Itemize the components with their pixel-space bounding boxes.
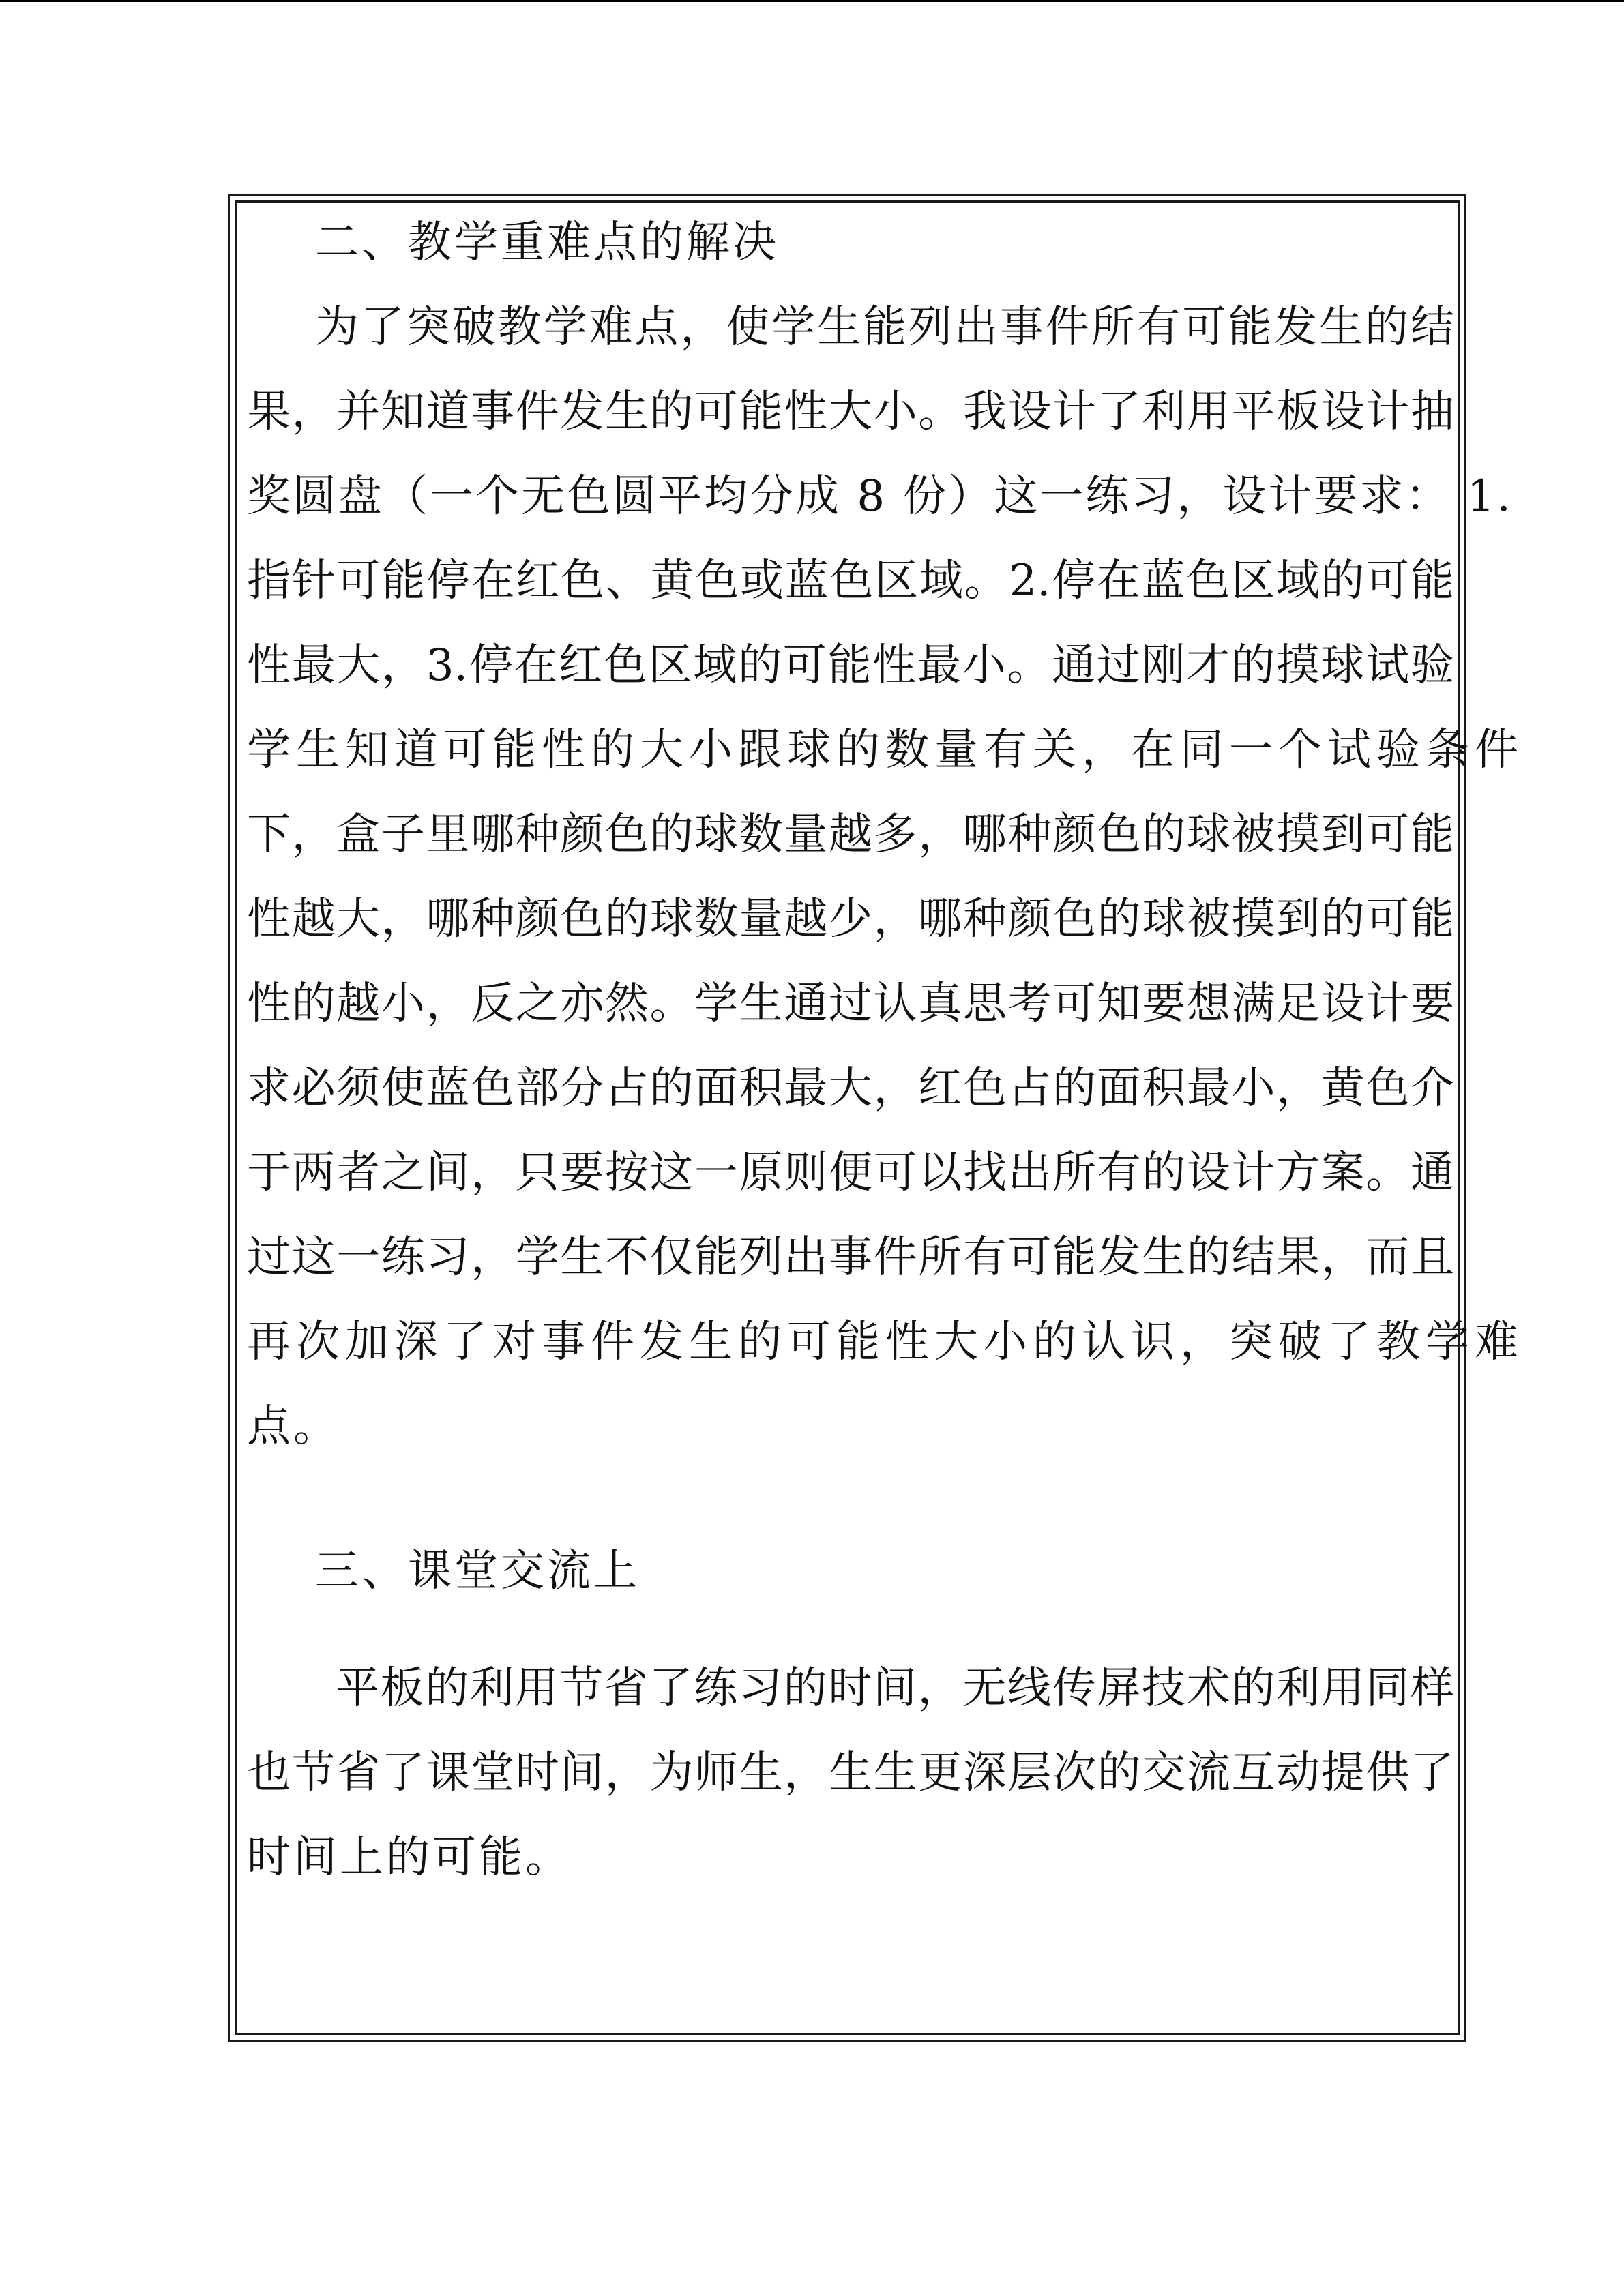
paragraph-line: 下，盒子里哪种颜色的球数量越多，哪种颜色的球被摸到可能 [247, 809, 1454, 860]
section-heading-2: 二、教学重难点的解决 [315, 218, 779, 268]
paragraph-line: 性越大，哪种颜色的球数量越少，哪种颜色的球被摸到的可能 [247, 894, 1454, 944]
paragraph-line: 过这一练习，学生不仅能列出事件所有可能发生的结果，而且 [247, 1232, 1454, 1283]
page-top-edge [0, 0, 1624, 2]
paragraph-line: 性最大，3.停在红色区域的可能性最小。通过刚才的摸球试验 [247, 640, 1454, 691]
paragraph-line: 也节省了课堂时间，为师生，生生更深层次的交流互动提供了 [247, 1748, 1454, 1798]
paragraph-line: 性的越小，反之亦然。学生通过认真思考可知要想满足设计要 [247, 979, 1454, 1029]
paragraph-line: 时间上的可能。 [247, 1832, 572, 1883]
paragraph-line: 平板的利用节省了练习的时间，无线传屏技术的利用同样 [336, 1663, 1454, 1714]
paragraph-line: 于两者之间，只要按这一原则便可以找出所有的设计方案。通 [247, 1148, 1454, 1198]
paragraph-line: 为了突破教学难点，使学生能列出事件所有可能发生的结 [315, 302, 1454, 353]
paragraph-line: 果，并知道事件发生的可能性大小。我设计了利用平板设计抽 [247, 387, 1454, 437]
paragraph-line: 求必须使蓝色部分占的面积最大，红色占的面积最小，黄色介 [247, 1063, 1454, 1114]
paragraph-line: 点。 [247, 1401, 340, 1452]
section-heading-3: 三、课堂交流上 [315, 1546, 640, 1596]
paragraph-line: 指针可能停在红色、黄色或蓝色区域。2.停在蓝色区域的可能 [247, 556, 1454, 606]
paragraph-line: 学生知道可能性的大小跟球的数量有关，在同一个试验条件 [247, 725, 1524, 775]
paragraph-line: 再次加深了对事件发生的可能性大小的认识，突破了教学难 [247, 1317, 1524, 1367]
paragraph-line: 奖圆盘（一个无色圆平均分成 8 份）这一练习，设计要求： 1. [247, 471, 1513, 522]
